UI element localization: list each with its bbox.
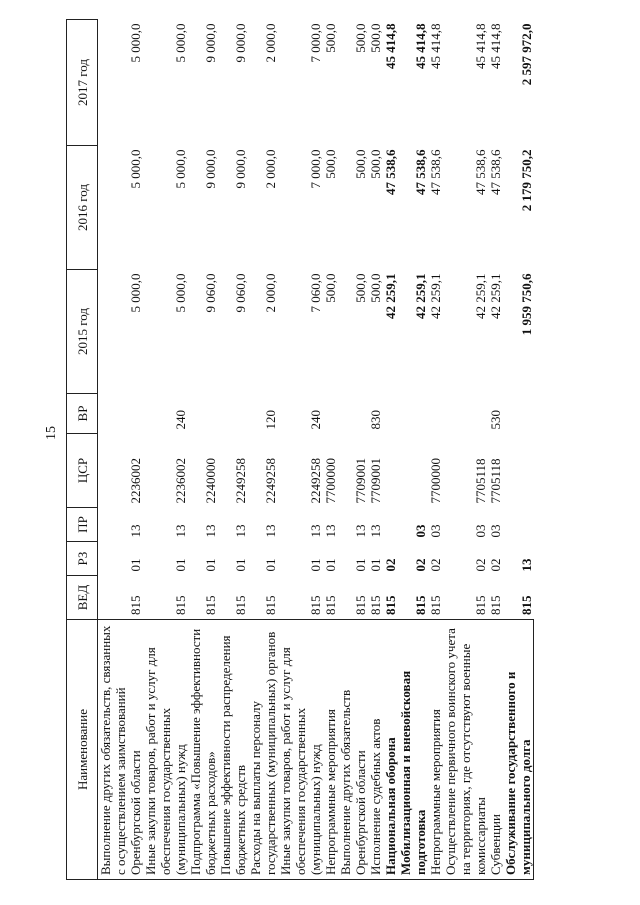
cell-name: Выполнение других обязательств, связанных с осуществлением заимствований Оренбургской области [98, 620, 144, 880]
cell-y2015: 42 259,1 [413, 273, 428, 319]
cell-y2017: 5 000,0 [173, 23, 188, 63]
cell-pr: 13 [173, 524, 188, 538]
header-2016: 2016 год [67, 146, 98, 270]
cell-y2016: 47 538,6 [428, 149, 443, 195]
cell-csr: 7709001 [368, 458, 383, 504]
cell-vr [338, 394, 368, 434]
cell-y2016: 2 179 750,2 [518, 149, 534, 212]
cell-rz: 01 [323, 558, 338, 572]
header-csr: ЦСР [67, 434, 98, 508]
cell-rz: 02 [383, 558, 398, 572]
cell-y2016: 7 000,0 [308, 149, 323, 189]
cell-rz: 01 [128, 558, 143, 572]
table-row [98, 20, 144, 880]
cell-y2015: 500,0 [323, 273, 338, 303]
cell-vr [503, 394, 534, 434]
cell-rz: 01 [203, 558, 218, 572]
cell-y2017: 500,0 [368, 23, 383, 53]
cell-y2017: 2 597 972,0 [518, 23, 534, 86]
cell-name: Непрограммные мероприятия [323, 620, 338, 880]
budget-table-container [66, 20, 594, 880]
cell-pr: 03 [413, 524, 428, 538]
cell-y2017: 45 414,8 [428, 23, 443, 69]
table-row [278, 20, 323, 880]
cell-vr [218, 394, 248, 434]
cell-csr [398, 434, 428, 508]
cell-rz: 02 [428, 558, 443, 572]
cell-y2016: 47 538,6 [473, 149, 488, 195]
cell-ved: 815 [203, 595, 218, 615]
cell-vr [383, 394, 398, 434]
cell-y2015: 2 000,0 [263, 273, 278, 313]
cell-pr [503, 508, 534, 542]
cell-y2017: 500,0 [353, 23, 368, 53]
cell-pr: 03 [473, 524, 488, 538]
header-name: Наименование [67, 620, 98, 880]
cell-csr: 7705118 [473, 458, 488, 504]
cell-y2016: 47 538,6 [488, 149, 503, 195]
cell-csr: 2240000 [203, 458, 218, 504]
cell-ved: 815 [368, 595, 383, 615]
cell-ved: 815 [233, 595, 248, 615]
cell-csr: 7705118 [488, 458, 503, 504]
cell-csr: 2249258 [263, 458, 278, 504]
cell-y2015: 5 000,0 [173, 273, 188, 313]
cell-name: Исполнение судебных актов [368, 620, 383, 880]
cell-ved: 815 [173, 595, 188, 615]
cell-name: Субвенции [488, 620, 503, 880]
cell-y2015: 42 259,1 [488, 273, 503, 319]
cell-vr [188, 394, 218, 434]
cell-name: Непрограммные мероприятия [428, 620, 443, 880]
cell-pr: 03 [428, 524, 443, 538]
cell-rz: 02 [413, 558, 428, 572]
cell-y2016: 47 538,6 [413, 149, 428, 195]
cell-y2016: 500,0 [323, 149, 338, 179]
cell-name: Иные закупки товаров, работ и услуг для обеспечения государственных (муниципальных) нужд [143, 620, 188, 880]
cell-y2015: 42 259,1 [428, 273, 443, 319]
header-vr: ВР [67, 394, 98, 434]
cell-y2015: 500,0 [353, 273, 368, 303]
cell-y2016: 2 000,0 [263, 149, 278, 189]
cell-name: Осуществление первичного воинского учета на территориях, где отсутствуют военные комиссариаты [443, 620, 488, 880]
cell-csr: 2236002 [173, 458, 188, 504]
cell-y2016: 5 000,0 [128, 149, 143, 189]
cell-y2017: 9 000,0 [203, 23, 218, 63]
cell-pr: 13 [203, 524, 218, 538]
cell-name: Повышение эффективности распределения бюджетных средств [218, 620, 248, 880]
cell-pr: 13 [308, 524, 323, 538]
cell-y2017: 2 000,0 [263, 23, 278, 63]
cell-name: Подпрограмма «Повышение эффективности бюджетных расходов» [188, 620, 218, 880]
cell-name: Выполнение других обязательств Оренбургской области [338, 620, 368, 880]
cell-vr: 240 [308, 410, 323, 430]
table-body [98, 20, 534, 880]
header-pr: ПР [67, 508, 98, 542]
cell-y2017: 9 000,0 [233, 23, 248, 63]
cell-ved: 815 [323, 595, 338, 615]
cell-pr: 13 [128, 524, 143, 538]
cell-y2015: 1 959 750,6 [518, 273, 534, 336]
cell-ved: 815 [263, 595, 278, 615]
table-row [218, 20, 248, 880]
cell-y2015: 500,0 [368, 273, 383, 303]
cell-csr: 7700000 [323, 458, 338, 504]
cell-rz: 02 [488, 558, 503, 572]
cell-vr [98, 394, 144, 434]
cell-csr [503, 434, 534, 508]
cell-y2016: 9 000,0 [203, 149, 218, 189]
cell-y2017: 7 000,0 [308, 23, 323, 63]
cell-y2016: 5 000,0 [173, 149, 188, 189]
cell-pr: 13 [263, 524, 278, 538]
header-rz: РЗ [67, 542, 98, 576]
cell-ved: 815 [473, 595, 488, 615]
table-header-row [67, 20, 98, 880]
cell-vr [443, 394, 488, 434]
table-row [143, 20, 188, 880]
table-row [188, 20, 218, 880]
cell-rz: 02 [473, 558, 488, 572]
cell-csr: 2249258 [233, 458, 248, 504]
cell-pr: 13 [233, 524, 248, 538]
header-2015: 2015 год [67, 270, 98, 394]
cell-vr: 120 [263, 410, 278, 430]
cell-csr: 7709001 [353, 458, 368, 504]
table-row [368, 20, 383, 880]
cell-y2017: 45 414,8 [413, 23, 428, 69]
table-row [488, 20, 503, 880]
cell-y2015: 9 060,0 [203, 273, 218, 313]
header-2017: 2017 год [67, 20, 98, 146]
cell-vr: 240 [173, 410, 188, 430]
cell-csr: 2236002 [128, 458, 143, 504]
table-row [398, 20, 428, 880]
cell-ved: 815 [308, 595, 323, 615]
cell-y2016: 500,0 [368, 149, 383, 179]
cell-rz: 01 [368, 558, 383, 572]
cell-rz: 01 [173, 558, 188, 572]
table-row [383, 20, 398, 880]
cell-pr: 13 [368, 524, 383, 538]
cell-ved: 815 [428, 595, 443, 615]
cell-pr [383, 508, 398, 542]
cell-name: Мобилизационная и вневойсковая подготовка [398, 620, 428, 880]
cell-y2017: 45 414,8 [383, 23, 398, 69]
cell-pr: 13 [323, 524, 338, 538]
cell-ved: 815 [518, 595, 534, 615]
table-row [323, 20, 338, 880]
page-number: 15 [44, 426, 59, 440]
cell-vr [323, 394, 338, 434]
cell-rz: 01 [263, 558, 278, 572]
cell-ved: 815 [488, 595, 503, 615]
table-row [248, 20, 278, 880]
cell-rz: 01 [308, 558, 323, 572]
cell-pr: 03 [488, 524, 503, 538]
cell-y2015: 42 259,1 [383, 273, 398, 319]
table-row [443, 20, 488, 880]
cell-csr: 2249258 [308, 458, 323, 504]
cell-y2015: 7 060,0 [308, 273, 323, 313]
cell-name: Иные закупки товаров, работ и услуг для обеспечения государственных (муниципальных) нужд [278, 620, 323, 880]
cell-vr [428, 394, 443, 434]
table-row [503, 20, 534, 880]
cell-vr [398, 394, 428, 434]
cell-y2016: 9 000,0 [233, 149, 248, 189]
cell-y2015: 5 000,0 [128, 273, 143, 313]
cell-vr: 830 [368, 410, 383, 430]
cell-csr: 7700000 [428, 458, 443, 504]
cell-y2017: 5 000,0 [128, 23, 143, 63]
cell-ved: 815 [353, 595, 368, 615]
cell-csr [383, 434, 398, 508]
cell-name: Расходы на выплаты персоналу государственных (муниципальных) органов [248, 620, 278, 880]
cell-y2016: 47 538,6 [383, 149, 398, 195]
cell-vr: 530 [488, 410, 503, 430]
cell-rz: 01 [233, 558, 248, 572]
cell-name: Обслуживание государственного и муниципального долга [503, 620, 534, 880]
cell-rz: 13 [518, 558, 534, 572]
budget-table [66, 19, 534, 880]
cell-pr: 13 [353, 524, 368, 538]
cell-y2015: 9 060,0 [233, 273, 248, 313]
cell-y2017: 45 414,8 [473, 23, 488, 69]
cell-ved: 815 [128, 595, 143, 615]
table-row [428, 20, 443, 880]
cell-rz: 01 [353, 558, 368, 572]
header-ved: ВЕД [67, 576, 98, 620]
cell-ved: 815 [413, 595, 428, 615]
cell-name: Национальная оборона [383, 620, 398, 880]
cell-ved: 815 [383, 595, 398, 615]
cell-y2016: 500,0 [353, 149, 368, 179]
cell-y2017: 500,0 [323, 23, 338, 53]
cell-y2017: 45 414,8 [488, 23, 503, 69]
cell-y2015: 42 259,1 [473, 273, 488, 319]
table-row [338, 20, 368, 880]
